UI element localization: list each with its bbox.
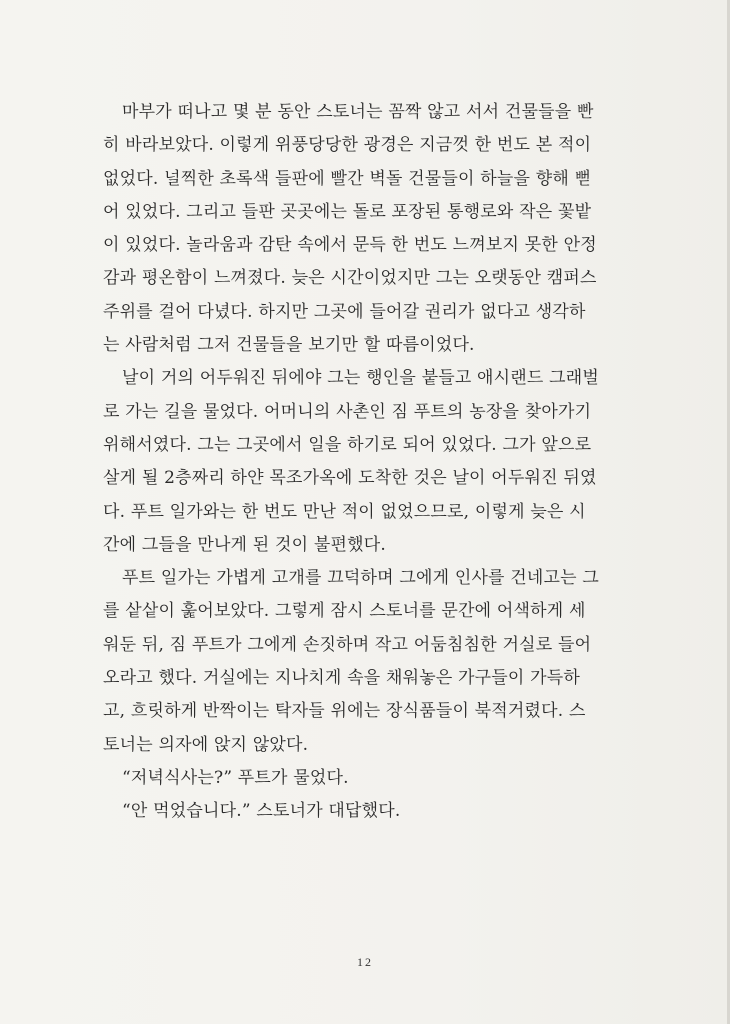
text-line: 토너는 의자에 앉지 않았다. xyxy=(103,734,309,755)
text-line: 살게 될 2층짜리 하얀 목조가옥에 도착한 것은 날이 어두워진 뒤였 xyxy=(103,468,597,489)
text-line: 오라고 했다. 거실에는 지나치게 속을 채워놓은 가구들이 가득하 xyxy=(103,668,581,689)
text-line: 어 있었다. 그리고 들판 곳곳에는 돌로 포장된 통행로와 작은 꽃밭 xyxy=(103,201,592,222)
text-line: 워둔 뒤, 짐 푸트가 그에게 손짓하며 작고 어둠침침한 거실로 들어 xyxy=(103,634,592,655)
text-line: 위해서였다. 그는 그곳에서 일을 하기로 되어 있었다. 그가 앞으로 xyxy=(103,434,592,455)
text-line: 다. 푸트 일가와는 한 번도 만난 적이 없었으므로, 이렇게 늦은 시 xyxy=(103,501,586,522)
text-line: 이 있었다. 놀라움과 감탄 속에서 문득 한 번도 느껴보지 못한 안정 xyxy=(103,235,597,256)
text-line: 로 가는 길을 물었다. 어머니의 사촌인 짐 푸트의 농장을 찾아가기 xyxy=(103,401,592,422)
body-text xyxy=(103,96,631,829)
text-line: 없었다. 널찍한 초록색 들판에 빨간 벽돌 건물들이 하늘을 향해 뻗 xyxy=(103,168,592,189)
text-line: 히 바라보았다. 이렇게 위풍당당한 광경은 지금껏 한 번도 본 적이 xyxy=(103,135,592,156)
text-line: 를 샅샅이 훑어보았다. 그렇게 잠시 스토너를 문간에 어색하게 세 xyxy=(103,601,586,622)
text-line: 푸트 일가는 가볍게 고개를 끄덕하며 그에게 인사를 건네고는 그 xyxy=(122,568,600,589)
text-line: 간에 그들을 만나게 된 것이 불편했다. xyxy=(103,534,386,555)
text-line: 는 사람처럼 그저 건물들을 보기만 할 따름이었다. xyxy=(103,335,475,356)
text-line: 날이 거의 어두워진 뒤에야 그는 행인을 붙들고 애시랜드 그래벌 xyxy=(122,368,600,389)
text-line: 마부가 떠나고 몇 분 동안 스토너는 꼼짝 않고 서서 건물들을 빤 xyxy=(122,102,594,122)
text-line: 고, 흐릿하게 반짝이는 탁자들 위에는 장식품들이 북적거렸다. 스 xyxy=(103,701,586,722)
text-line: 감과 평온함이 느껴졌다. 늦은 시간이었지만 그는 오랫동안 캠퍼스 xyxy=(103,268,597,289)
text-line: “저녁식사는?” 푸트가 물었다. xyxy=(122,767,349,788)
page-number: 12 xyxy=(357,955,373,969)
text-line: 주위를 걸어 다녔다. 하지만 그곳에 들어갈 권리가 없다고 생각하 xyxy=(103,301,586,322)
text-line: “안 먹었습니다.” 스토너가 대답했다. xyxy=(122,801,401,822)
